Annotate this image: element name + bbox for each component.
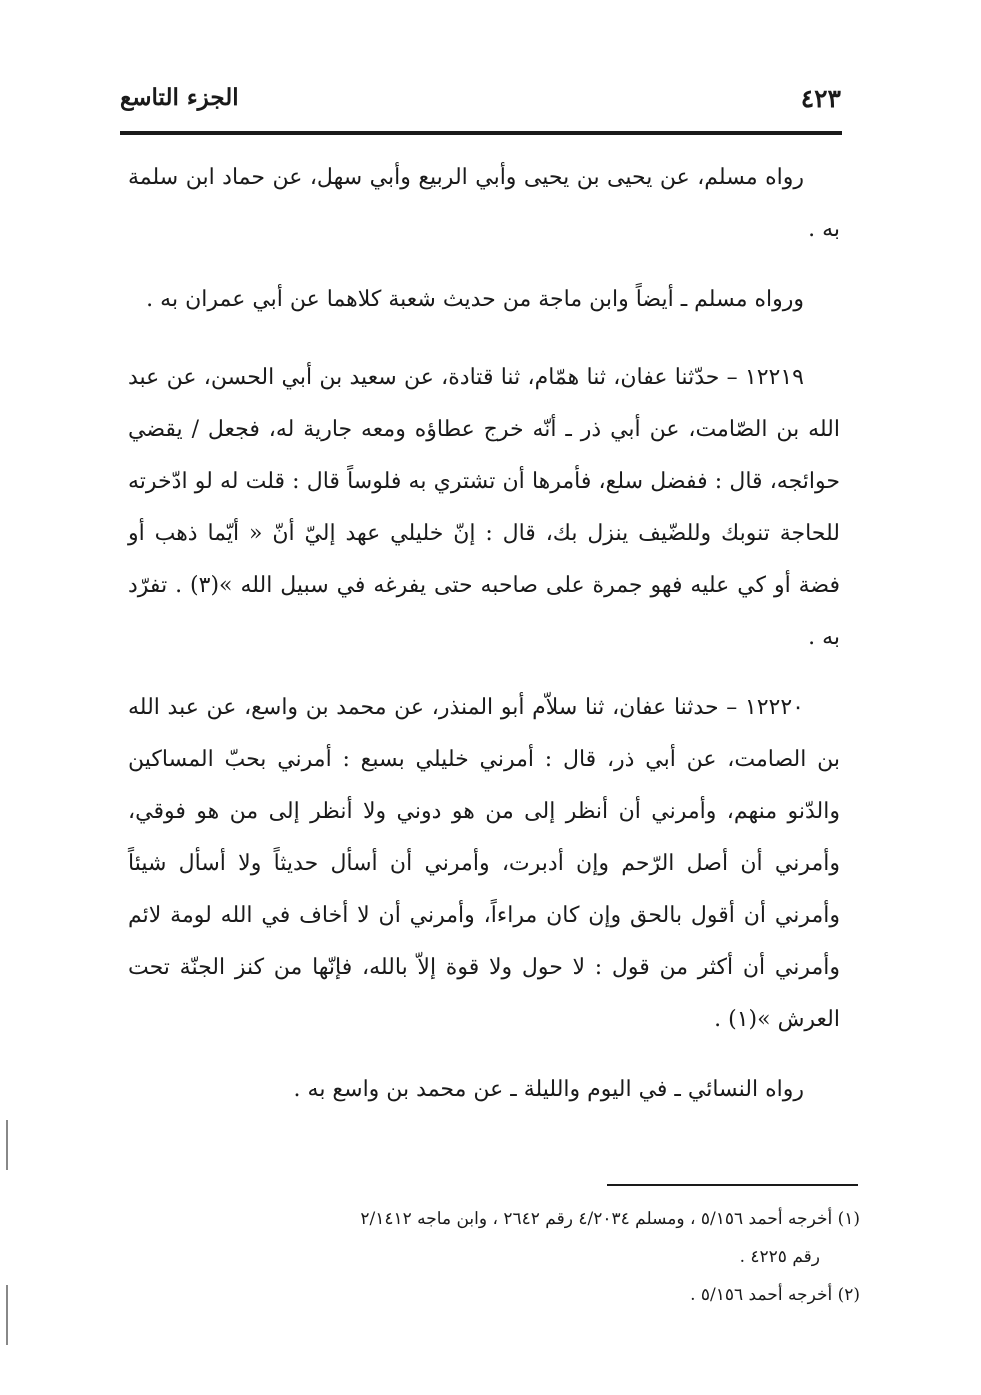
header-rule: [120, 131, 842, 135]
scan-margin-mark: [6, 1120, 8, 1170]
footnote-2: (٢) أخرجه أحمد ٥/١٥٦ .: [690, 1285, 860, 1305]
scan-margin-mark: [6, 1285, 8, 1345]
footnote-1: (١) أخرجه أحمد ٥/١٥٦ ، ومسلم ٤/٢٠٣٤ رقم ٢٦٤٢ ، وابن ماجه ٢/١٤١٢: [360, 1209, 860, 1229]
paragraph-hadith-12220: ١٢٢٢٠ – حدثنا عفان، ثنا سلاّم أبو المنذر، عن محمد بن واسع، عن عبد الله بن الصامت، عن أبي ذر، قال : أمرني خليلي بسبع : أمرني بحبّ المساكين والدّنو منهم، وأمرني أن أنظر إلى من هو دوني ولا أنظر إلى من هو فوقي، وأمرني أن أصل الرّحم وإن أدبرت، وأمرني أن أسأل حديثاً ولا أسأل شيئاً وأمرني أن أقول بالحق وإن كان مراءاً، وأمرني أن لا أخاف في الله لومة لائم وأمرني أن أكثر من قول : لا حول ولا قوة إلاّ بالله، فإنّها من كنز الجنّة تحت العرش »(١) .: [128, 695, 840, 1032]
body-text: [128, 152, 840, 1116]
page-number: ٤٢٣: [800, 84, 841, 113]
footnotes: [155, 1200, 860, 1314]
running-title: الجزء التاسع: [120, 84, 239, 111]
footnote-1-continuation: رقم ٤٢٢٥ .: [739, 1247, 820, 1267]
paragraph-nasai-narration: رواه النسائي ـ في اليوم والليلة ـ عن محمد بن واسع به .: [293, 1077, 804, 1102]
paragraph-hadith-12219: ١٢٢١٩ – حدّثنا عفان، ثنا همّام، ثنا قتادة، عن سعيد بن أبي الحسن، عن عبد الله بن الصّامت، عن أبي ذر ـ أنّه خرج عطاؤه ومعه جارية له، فجعل / يقضي حوائجه، قال : ففضل سلع، فأمرها أن تشتري به فلوساً قال : قلت له لو ادّخرته للحاجة تنوبك وللضّيف ينزل بك، قال : إنّ خليلي عهد إليّ أنّ « أيّما ذهب أو فضة أو كي عليه فهو جمرة على صاحبه حتى يفرغه في سبيل الله »(٣) . تفرّد به .: [128, 365, 840, 650]
footnote-rule: [607, 1184, 858, 1186]
paragraph-ibn-majah-narration: ورواه مسلم ـ أيضاً وابن ماجة من حديث شعبة كلاهما عن أبي عمران به .: [146, 287, 804, 312]
paragraph-muslim-narration: رواه مسلم، عن يحيى بن يحيى وأبي الربيع وأبي سهل، عن حماد ابن سلمة به .: [128, 165, 840, 242]
page-header: [120, 78, 841, 118]
